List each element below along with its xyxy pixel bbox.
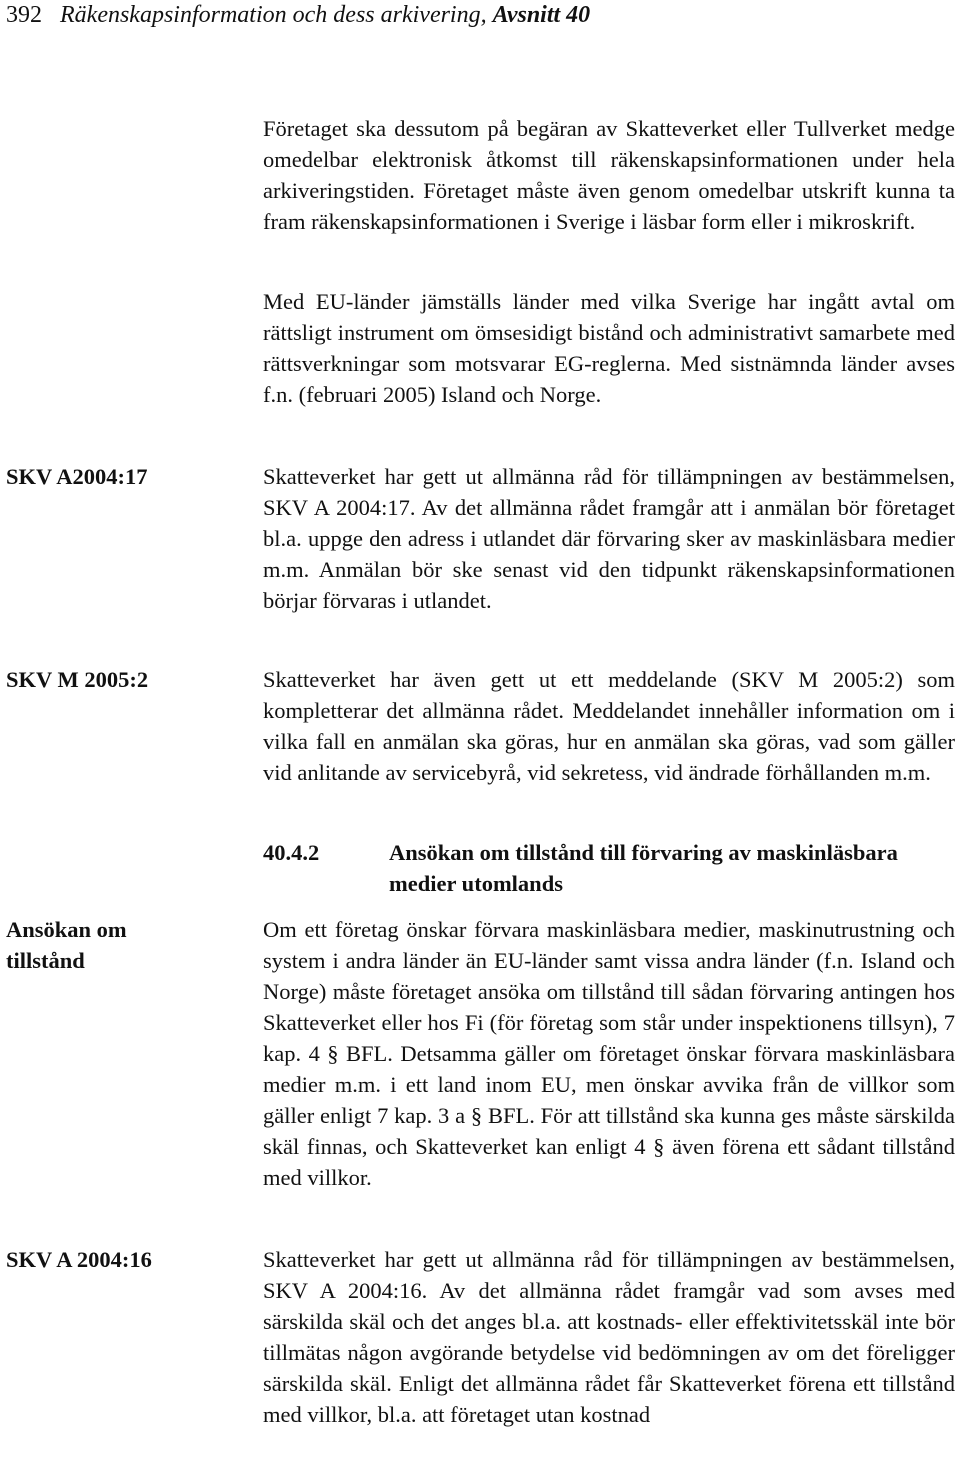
paragraph-electronic-access: Företaget ska dessutom på begäran av Skatteverket eller Tullverket medge omedelbar elektronisk åtkomst till räkenskapsinformationen under hela arkiveringstiden. Företaget måste även genom omedelbar utskrift kunna ta fram räkenskapsinformationen i Sverige i läsbar form eller i mikroskrift. — [263, 116, 955, 234]
section-label: Avsnitt 40 — [492, 2, 591, 28]
paragraph-permit-application: Om ett företag önskar förvara maskinläsbara medier, maskinutrustning och system i andra länder än EU-länder samt vissa andra länder (f.n. Island och Norge) måste företaget ansöka om tillstånd till sådan förvaring antingen hos Skatteverket eller hos Fi (för företag som står under inspektionens tillsyn), 7 kap. 4 § BFL. Detsamma gäller om företaget önskar förvara maskinläsbara medier m.m. i ett land inom EU, men önskar avvika från de villkor som gäller enligt 7 kap. 3 a § BFL. För att tillstånd ska kunna ges måste särskilda skäl finnas, och Skatteverket kan enligt 4 § även förena ett sådant tillstånd med villkor. — [263, 917, 955, 1190]
paragraph-skv-a-2004-17: Skatteverket har gett ut allmänna råd för tillämpningen av bestämmelsen, SKV A 2004:17. Av det allmänna rådet framgår att i anmälan bör företaget bl.a. uppge den adress i utlandet där förvaring sker av maskinläsbara medier m.m. Anmälan bör ske senast vid den tidpunkt räkenskapsinformationen börjar förvaras i utlandet. — [263, 464, 955, 613]
section-title: Ansökan om tillstånd till förvaring av maskinläsbara medier utomlands — [389, 840, 898, 896]
paragraph-eu-countries: Med EU-länder jämställs länder med vilka Sverige har ingått avtal om rättsligt instrument om ömsesidigt bistånd och administrativt samarbete med rättsverkningar som motsvarar EG-reglerna. Med sistnämnda länder avses f.n. (februari 2005) Island och Norge. — [263, 289, 955, 407]
section-number: 40.4.2 — [263, 840, 320, 865]
page-number: 392 — [6, 2, 42, 28]
running-header — [6, 0, 946, 40]
paragraph-skv-a-2004-16: Skatteverket har gett ut allmänna råd för tillämpningen av bestämmelsen, SKV A 2004:16. Av det allmänna rådet framgår vad som avses med särskilda skäl och det anges bl.a. att kostnads- eller effektivitetsskäl inte bör tillmätas någon avgörande betydelse vid bedömningen av om det föreligger särskilda skäl. Enligt det allmänna rådet får Skatteverket förena ett tillstånd med villkor, bl.a. att företaget utan kostnad — [263, 1247, 955, 1427]
margin-note-skv-a-2004-16: SKV A 2004:16 — [6, 1247, 152, 1272]
running-title: Räkenskapsinformation och dess arkivering, — [60, 2, 487, 28]
margin-note-skv-m-2005-2: SKV M 2005:2 — [6, 667, 149, 692]
paragraph-skv-m-2005-2: Skatteverket har även gett ut ett meddelande (SKV M 2005:2) som kompletterar det allmänna rådet. Meddelandet innehåller information om i vilka fall en anmälan ska göras, hur en anmälan ska göras, vad som gäller vid anlitande av servicebyrå, vid sekretess, vid ändrade förhållanden m.m. — [263, 667, 955, 785]
margin-note-skv-a-2004-17: SKV A2004:17 — [6, 464, 148, 489]
margin-note-ansokan-om-tillstand: Ansökan om tillstånd — [6, 917, 127, 973]
